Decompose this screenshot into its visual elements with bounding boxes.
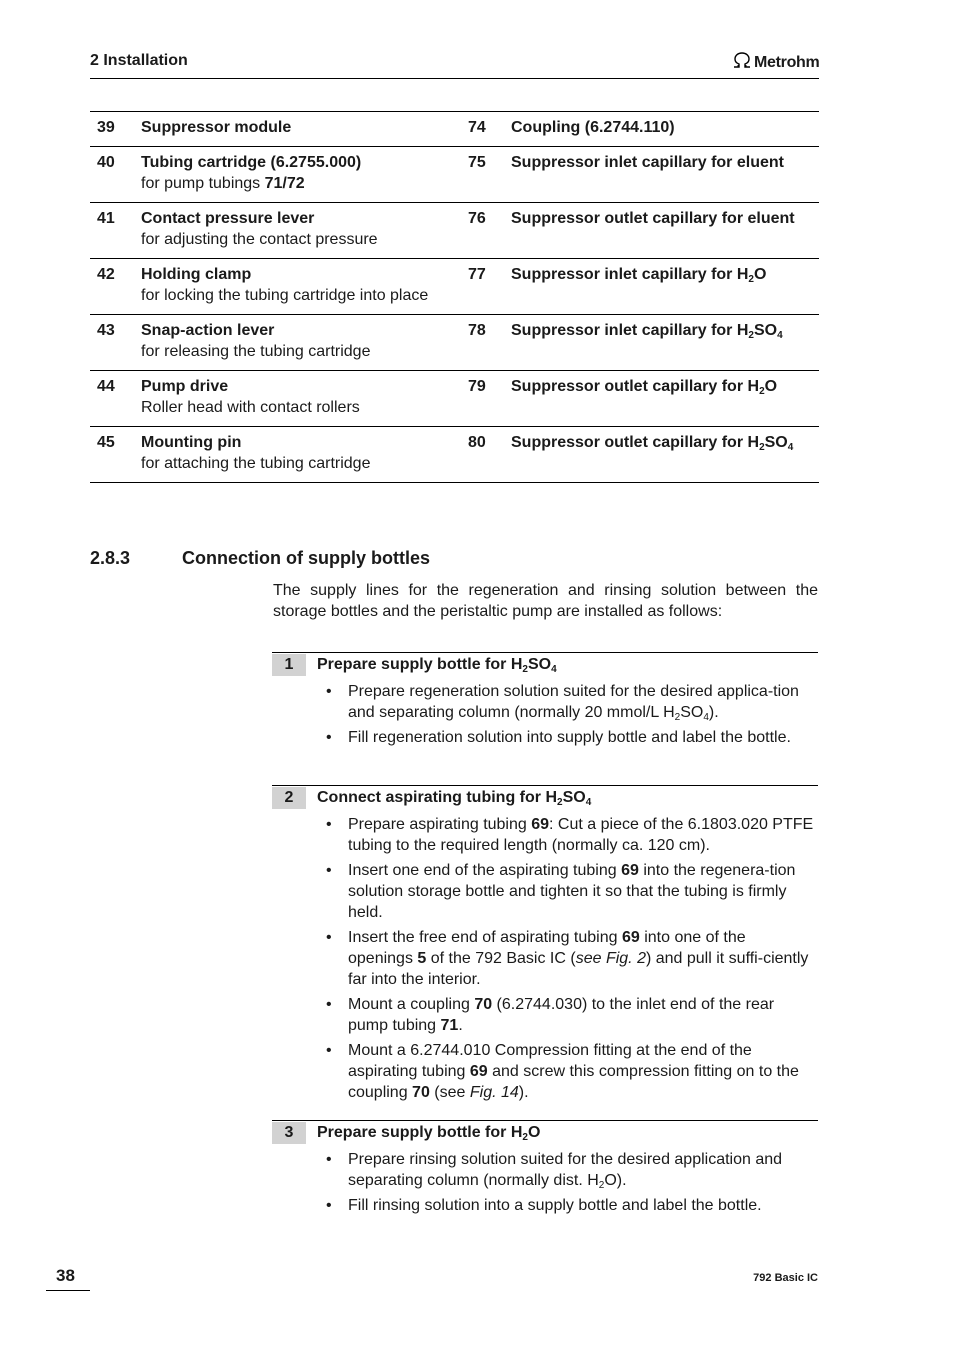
part-cell (90, 320, 460, 362)
part-cell (460, 432, 819, 474)
part-description-text: for releasing the tubing cartridge (141, 343, 371, 360)
part-name (511, 376, 819, 397)
bullet-list (272, 681, 818, 748)
bullet-item (272, 681, 818, 723)
part-cell (460, 264, 819, 306)
part-name-text: Suppressor outlet capillary for H (511, 378, 760, 395)
bullet-dot: • (326, 816, 332, 833)
bullet-dot: • (326, 996, 332, 1013)
part-number: 76 (468, 210, 486, 227)
part-text (141, 117, 460, 138)
bullet-dot: • (326, 1151, 332, 1168)
part-name (511, 264, 819, 285)
part-number: 77 (468, 266, 486, 283)
bullet-text: Prepare regeneration solution suited for the desired applica-tion and separating column (normally 20 mmol/L $H_2SO_4$). (348, 683, 799, 723)
step-2 (272, 785, 818, 1107)
bullet-list (272, 1149, 818, 1216)
part-text (141, 320, 460, 362)
part-description (141, 229, 460, 250)
step-1 (272, 652, 818, 752)
part-text (511, 117, 819, 138)
part-name-text: Snap-action lever (141, 322, 275, 339)
step-title: Connect aspirating tubing for $H_2SO_4$ (317, 789, 592, 808)
part-name-tail: O (753, 266, 767, 283)
parts-row (90, 371, 819, 427)
part-cell (90, 117, 460, 138)
running-header-section: 2 Installation (90, 52, 188, 69)
part-name-text: Suppressor inlet capillary for eluent (511, 154, 784, 171)
part-description (141, 341, 460, 362)
intro-paragraph: The supply lines for the regeneration and rinsing solution between the storage bottles and the peristaltic pump are installed as follows: (273, 582, 818, 620)
part-name-text: Pump drive (141, 378, 229, 395)
bullet-item (272, 814, 818, 856)
part-number: 39 (97, 119, 115, 136)
part-name (141, 208, 460, 229)
bullet-text: Fill rinsing solution into a supply bottle and label the bottle. (348, 1197, 762, 1214)
part-cell (90, 264, 460, 306)
part-name (511, 117, 819, 138)
step-number: 3 (272, 1122, 306, 1144)
part-name-text: Holding clamp (141, 266, 252, 283)
part-number: 44 (97, 378, 115, 395)
subscript: 2 (748, 274, 754, 285)
step-3 (272, 1120, 818, 1220)
part-name-text: Suppressor outlet capillary for eluent (511, 210, 795, 227)
part-name-text: Coupling (6.2744.110) (511, 119, 675, 136)
part-text (511, 432, 819, 474)
part-cell (460, 152, 819, 194)
part-cell (90, 432, 460, 474)
bullet-dot: • (326, 929, 332, 946)
step-header (272, 1121, 818, 1145)
part-text (511, 208, 819, 250)
part-description-text: for adjusting the contact pressure (141, 231, 378, 248)
part-text (141, 264, 460, 306)
part-cell (90, 208, 460, 250)
parts-row (90, 112, 819, 147)
part-number: 74 (468, 119, 486, 136)
section-title: Connection of supply bottles (182, 548, 430, 568)
bullet-list (272, 814, 818, 1103)
part-description-text: for locking the tubing cartridge into place (141, 287, 429, 304)
bullet-item (272, 727, 818, 748)
bullet-dot: • (326, 1197, 332, 1214)
bullet-text: Insert one end of the aspirating tubing 69 into the regenera-tion solution storage bottle and tighten it so that the tubing is firmly held. (348, 862, 796, 921)
part-description-text: for attaching the tubing cartridge (141, 455, 371, 472)
part-number: 80 (468, 434, 486, 451)
header-rule (90, 78, 819, 79)
part-cell (460, 320, 819, 362)
part-cell (460, 376, 819, 418)
part-description (141, 453, 460, 474)
part-name-text: Suppressor inlet capillary for H (511, 266, 749, 283)
subscript: 2 (748, 330, 754, 341)
part-text (141, 208, 460, 250)
part-description (141, 173, 460, 194)
subscript: 4 (777, 330, 783, 341)
parts-legend-table (90, 111, 819, 483)
part-text (511, 152, 819, 194)
part-name (511, 152, 819, 173)
product-name: 792 Basic IC (753, 1272, 818, 1284)
part-name-text: Suppressor inlet capillary for H (511, 322, 749, 339)
part-cell (90, 376, 460, 418)
parts-row (90, 203, 819, 259)
brand-name: Metrohm (754, 53, 820, 71)
part-name (141, 376, 460, 397)
step-title: Prepare supply bottle for $H_2SO_4$ (317, 656, 557, 675)
step-header (272, 653, 818, 677)
part-name (141, 117, 460, 138)
part-text (511, 320, 819, 362)
bullet-item (272, 994, 818, 1036)
bullet-item (272, 860, 818, 923)
part-text (141, 376, 460, 418)
step-number: 1 (272, 654, 306, 676)
part-number: 78 (468, 322, 486, 339)
bullet-dot: • (326, 862, 332, 879)
bullet-item (272, 1149, 818, 1191)
part-number: 43 (97, 322, 115, 339)
part-text (511, 376, 819, 418)
part-name-text: Tubing cartridge (6.2755.000) (141, 154, 362, 171)
subscript: 4 (787, 442, 794, 453)
part-description-text: Roller head with contact rollers (141, 399, 360, 416)
part-name-text: Suppressor outlet capillary for H (511, 434, 760, 451)
bullet-text: Fill regeneration solution into supply bottle and label the bottle. (348, 729, 791, 746)
part-name (141, 264, 460, 285)
part-cell (90, 152, 460, 194)
part-description (141, 397, 460, 418)
bullet-dot: • (326, 683, 332, 700)
bullet-text: Mount a 6.2744.010 Compression fitting at the end of the aspirating tubing 69 and screw this compression fitting on to the coupling 70 (see Fig. 14). (348, 1042, 799, 1101)
subscript: 2 (759, 386, 765, 397)
part-number: 79 (468, 378, 486, 395)
part-number: 41 (97, 210, 115, 227)
parts-row (90, 147, 819, 203)
omega-icon (732, 52, 752, 73)
bullet-dot: • (326, 729, 332, 746)
part-text (511, 264, 819, 306)
step-number: 2 (272, 787, 306, 809)
section-number: 2.8.3 (90, 548, 131, 568)
bullet-item (272, 1195, 818, 1216)
part-ref: 71/72 (264, 175, 305, 192)
part-name (511, 208, 819, 229)
parts-row (90, 427, 819, 483)
part-text (141, 152, 460, 194)
bullet-item (272, 1040, 818, 1103)
part-name (511, 320, 819, 341)
bullet-text: Insert the free end of aspirating tubing 69 into one of the openings 5 of the 792 Basic IC (see Fig. 2) and pull it suffi-ciently far into the interior. (348, 929, 809, 988)
bullet-text: Prepare aspirating tubing 69: Cut a piece of the 6.1803.020 PTFE tubing to the required length (normally ca. 120 cm). (348, 816, 814, 854)
part-description (141, 285, 460, 306)
part-name-text: Contact pressure lever (141, 210, 315, 227)
part-name (511, 432, 819, 453)
part-name-tail: SO (764, 434, 788, 451)
part-name-tail: SO (753, 322, 778, 339)
step-header (272, 786, 818, 810)
part-name (141, 152, 460, 173)
brand-logo (732, 52, 819, 73)
bullet-dot: • (326, 1042, 332, 1059)
part-name (141, 320, 460, 341)
part-name-tail: O (764, 378, 778, 395)
page-number: 38 (46, 1266, 90, 1291)
part-description-text: for pump tubings (141, 175, 265, 192)
part-number: 42 (97, 266, 115, 283)
part-cell (460, 117, 819, 138)
part-name-text: Mounting pin (141, 434, 242, 451)
parts-row (90, 315, 819, 371)
bullet-item (272, 927, 818, 990)
bullet-text: Prepare rinsing solution suited for the desired application and separating column (normally dist. $H_2O$). (348, 1151, 783, 1191)
part-name (141, 432, 460, 453)
part-text (141, 432, 460, 474)
step-title: Prepare supply bottle for $H_2O$ (317, 1124, 541, 1143)
parts-row (90, 259, 819, 315)
part-name-text: Suppressor module (141, 119, 292, 136)
subscript: 2 (759, 442, 765, 453)
part-number: 40 (97, 154, 115, 171)
part-number: 75 (468, 154, 486, 171)
part-cell (460, 208, 819, 250)
bullet-text: Mount a coupling 70 (6.2744.030) to the inlet end of the rear pump tubing 71. (348, 996, 775, 1034)
part-number: 45 (97, 434, 115, 451)
